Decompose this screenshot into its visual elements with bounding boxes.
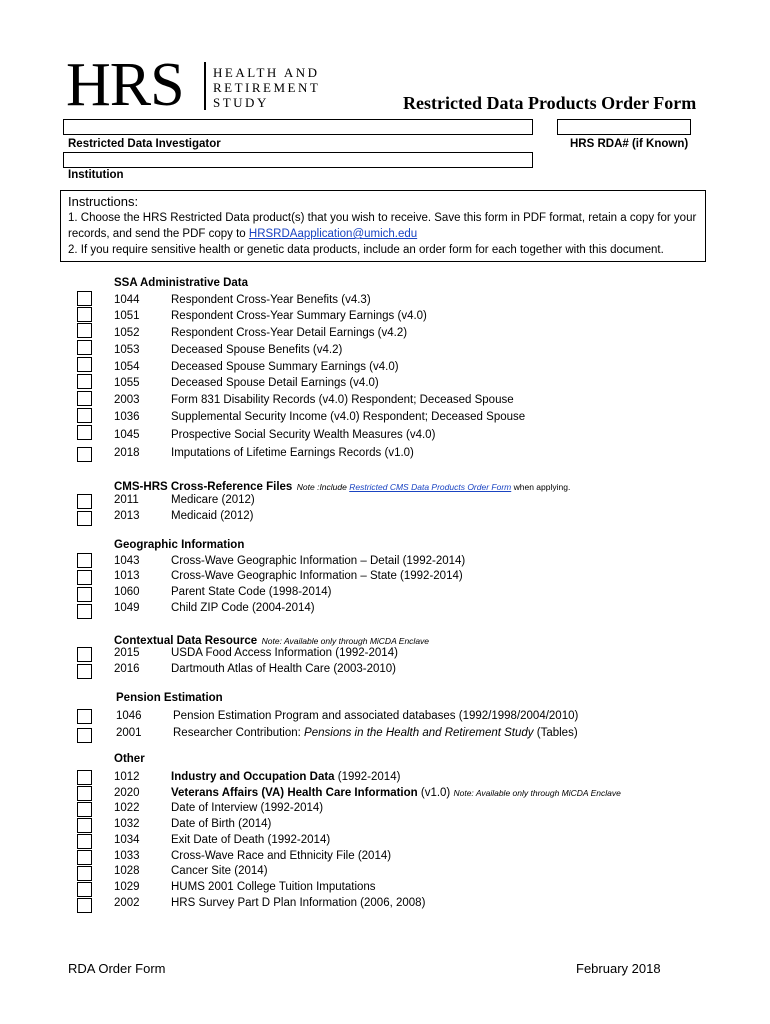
product-code: 1049 — [114, 602, 140, 614]
logo-divider — [204, 62, 206, 110]
product-code: 1013 — [114, 570, 140, 582]
desc-prefix: Researcher Contribution: — [173, 727, 305, 739]
product-desc: HUMS 2001 College Tuition Imputations — [171, 881, 376, 893]
rda-number-label: HRS RDA# (if Known) — [570, 138, 689, 150]
checkbox-1033[interactable] — [77, 850, 92, 865]
product-code: 1029 — [114, 881, 140, 893]
checkbox-1034[interactable] — [77, 834, 92, 849]
section-title-contextual: Contextual Data Resource — [114, 635, 258, 647]
product-code: 1045 — [114, 429, 140, 441]
checkbox-1044[interactable] — [77, 291, 92, 306]
product-code: 2016 — [114, 663, 140, 675]
checkbox-1052[interactable] — [77, 323, 92, 338]
product-code: 1054 — [114, 361, 140, 373]
product-desc: Respondent Cross-Year Detail Earnings (v4.2) — [171, 327, 408, 339]
product-code: 2003 — [114, 394, 140, 406]
product-desc: Medicaid (2012) — [171, 510, 254, 522]
product-code: 2018 — [114, 447, 140, 459]
contextual-note: Note: Available only through MiCDA Enclave — [261, 636, 430, 646]
product-code: 2001 — [116, 727, 142, 739]
checkbox-2018[interactable] — [77, 447, 92, 462]
desc-suffix: (Tables) — [533, 727, 578, 739]
section-title-pension: Pension Estimation — [116, 692, 223, 704]
product-desc: Form 831 Disability Records (v4.0) Respondent; Deceased Spouse — [171, 394, 514, 406]
product-desc: HRS Survey Part D Plan Information (2006, 2008) — [171, 897, 426, 909]
footer-right: February 2018 — [576, 961, 661, 976]
product-code: 1036 — [114, 411, 140, 423]
checkbox-1022[interactable] — [77, 802, 92, 817]
checkbox-1013[interactable] — [77, 570, 92, 585]
product-desc: Date of Interview (1992-2014) — [171, 802, 324, 814]
product-code: 1051 — [114, 310, 140, 322]
checkbox-2002[interactable] — [77, 898, 92, 913]
product-desc: Respondent Cross-Year Benefits (v4.3) — [171, 294, 371, 306]
desc-bold: Industry and Occupation Data — [171, 771, 335, 783]
cms-note-prefix: Note :Include — [296, 482, 350, 492]
product-desc: Deceased Spouse Benefits (v4.2) — [171, 344, 343, 356]
instructions-box — [60, 190, 706, 262]
instruction-1 — [68, 210, 698, 242]
instruction-2: 2. If you require sensitive health or genetic data products, include an order form for each together with this document. — [68, 244, 664, 256]
checkbox-1043[interactable] — [77, 553, 92, 568]
product-code: 1012 — [114, 771, 140, 783]
product-desc — [171, 787, 621, 799]
product-code: 2013 — [114, 510, 140, 522]
checkbox-2020[interactable] — [77, 786, 92, 801]
product-desc: Exit Date of Death (1992-2014) — [171, 834, 331, 846]
checkbox-2016[interactable] — [77, 664, 92, 679]
product-desc — [171, 771, 400, 783]
footer-left: RDA Order Form — [68, 961, 166, 976]
product-code: 1034 — [114, 834, 140, 846]
investigator-field[interactable] — [63, 119, 533, 135]
product-code: 2020 — [114, 787, 140, 799]
section-title-other: Other — [114, 753, 145, 765]
desc-italic: Pensions in the Health and Retirement Study — [304, 727, 534, 739]
logo-line-1: HEALTH AND — [213, 65, 320, 80]
checkbox-1049[interactable] — [77, 604, 92, 619]
product-desc: Respondent Cross-Year Summary Earnings (v4.0) — [171, 310, 427, 322]
checkbox-1051[interactable] — [77, 307, 92, 322]
product-desc: Date of Birth (2014) — [171, 818, 272, 830]
form-title: Restricted Data Products Order Form — [403, 93, 697, 113]
product-code: 1032 — [114, 818, 140, 830]
section-title-geographic: Geographic Information — [114, 539, 245, 551]
product-desc: Cross-Wave Race and Ethnicity File (2014) — [171, 850, 392, 862]
desc-rest: (v1.0) — [417, 787, 454, 799]
product-desc: Imputations of Lifetime Earnings Records (v1.0) — [171, 447, 414, 459]
checkbox-2003[interactable] — [77, 391, 92, 406]
checkbox-1053[interactable] — [77, 340, 92, 355]
instruction-1-text: 1. Choose the HRS Restricted Data product(s) that you wish to receive. Save this form in PDF format, retain a copy for your records, and send the PDF copy to — [68, 212, 697, 240]
product-desc: Medicare (2012) — [171, 494, 255, 506]
product-code: 1044 — [114, 294, 140, 306]
product-desc: Cross-Wave Geographic Information – Detail (1992-2014) — [171, 555, 466, 567]
product-code: 1052 — [114, 327, 140, 339]
product-desc: Cancer Site (2014) — [171, 865, 268, 877]
hrs-logo: HRS — [66, 51, 184, 119]
checkbox-1036[interactable] — [77, 408, 92, 423]
product-desc: Parent State Code (1998-2014) — [171, 586, 332, 598]
logo-line-2: RETIREMENT — [213, 80, 321, 95]
section-title-ssa: SSA Administrative Data — [114, 277, 248, 289]
section-title-cms: CMS-HRS Cross-Reference Files — [114, 481, 293, 493]
product-code: 1055 — [114, 377, 140, 389]
checkbox-1012[interactable] — [77, 770, 92, 785]
desc-rest: (1992-2014) — [334, 771, 401, 783]
checkbox-1045[interactable] — [77, 425, 92, 440]
checkbox-2011[interactable] — [77, 494, 92, 509]
product-code: 2015 — [114, 647, 140, 659]
institution-label: Institution — [68, 169, 124, 181]
product-code: 1053 — [114, 344, 140, 356]
product-desc: Cross-Wave Geographic Information – State (1992-2014) — [171, 570, 463, 582]
checkbox-1054[interactable] — [77, 357, 92, 372]
product-desc: Pension Estimation Program and associated databases (1992/1998/2004/2010) — [173, 710, 579, 722]
logo-line-3: STUDY — [213, 95, 269, 110]
email-link[interactable]: HRSRDAapplication@umich.edu — [248, 228, 418, 240]
institution-field[interactable] — [63, 152, 533, 168]
checkbox-1028[interactable] — [77, 866, 92, 881]
product-desc: Dartmouth Atlas of Health Care (2003-2010) — [171, 663, 397, 675]
cms-order-form-link[interactable]: Restricted CMS Data Products Order Form — [349, 482, 512, 492]
checkbox-1029[interactable] — [77, 882, 92, 897]
product-code: 2011 — [114, 494, 139, 506]
instructions-title: Instructions: — [68, 194, 139, 209]
product-code: 1046 — [116, 710, 142, 722]
investigator-label: Restricted Data Investigator — [68, 138, 221, 150]
va-note: Note: Available only through MiCDA Enclave — [453, 788, 621, 798]
cms-note-suffix: when applying. — [511, 482, 571, 492]
checkbox-2015[interactable] — [77, 647, 92, 662]
product-desc: Child ZIP Code (2004-2014) — [171, 602, 315, 614]
checkbox-1060[interactable] — [77, 587, 92, 602]
desc-bold: Veterans Affairs (VA) Health Care Information — [171, 787, 418, 799]
product-desc: Deceased Spouse Detail Earnings (v4.0) — [171, 377, 379, 389]
section-header-cms — [114, 477, 570, 495]
product-desc: Supplemental Security Income (v4.0) Respondent; Deceased Spouse — [171, 411, 526, 423]
product-desc: Deceased Spouse Summary Earnings (v4.0) — [171, 361, 399, 373]
product-code: 1028 — [114, 865, 140, 877]
product-desc: Prospective Social Security Wealth Measures (v4.0) — [171, 429, 436, 441]
product-code: 1043 — [114, 555, 140, 567]
checkbox-1046[interactable] — [77, 709, 92, 724]
checkbox-1032[interactable] — [77, 818, 92, 833]
product-desc — [173, 727, 578, 739]
product-code: 1060 — [114, 586, 140, 598]
checkbox-2013[interactable] — [77, 511, 92, 526]
product-code: 1022 — [114, 802, 140, 814]
rda-number-field[interactable] — [557, 119, 691, 135]
product-code: 2002 — [114, 897, 140, 909]
product-code: 1033 — [114, 850, 140, 862]
product-desc: USDA Food Access Information (1992-2014) — [171, 647, 398, 659]
checkbox-1055[interactable] — [77, 374, 92, 389]
checkbox-2001[interactable] — [77, 728, 92, 743]
